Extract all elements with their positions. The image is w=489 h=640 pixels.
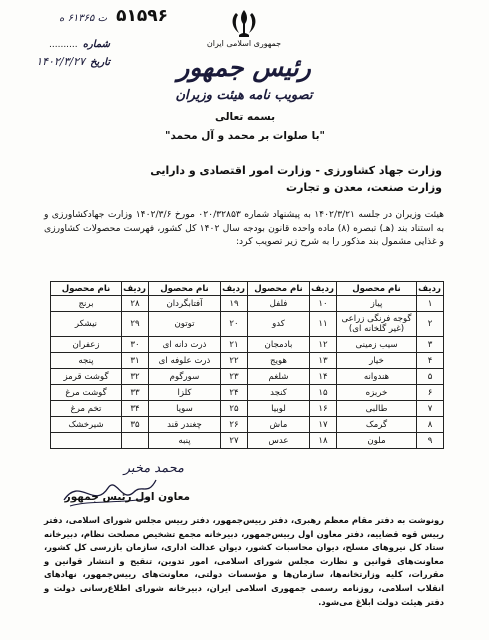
top-left-reference: [8, 6, 168, 26]
row-number-cell: ۲۷: [221, 433, 248, 449]
row-number-cell: ۲۲: [221, 353, 248, 369]
product-name-cell: گوشت مرغ: [51, 385, 122, 401]
product-name-cell: توتون: [149, 312, 221, 337]
row-number-cell: ۱۸: [310, 433, 337, 449]
top-left-number: ۵۱۵۹۶: [116, 6, 168, 26]
row-number-cell: ۹: [417, 433, 444, 449]
row-number-cell: ۵: [417, 369, 444, 385]
row-number-cell: ۶: [417, 385, 444, 401]
column-header: نام محصول: [337, 282, 417, 296]
cabinet-line: تصویب نامه هیئت وزیران: [175, 88, 313, 103]
product-name-cell: گوشت قرمز: [51, 369, 122, 385]
product-name-cell: کدو: [248, 312, 310, 337]
table-row: [51, 385, 444, 401]
table-row: [51, 401, 444, 417]
row-number-cell: ۲۰: [221, 312, 248, 337]
column-header: نام محصول: [51, 282, 122, 296]
product-name-cell: گرمک: [337, 417, 417, 433]
row-number-cell: ۲۶: [221, 417, 248, 433]
basmala: بسمه تعالی: [214, 111, 276, 123]
distribution-paragraph: رونوشت به دفتر مقام معظم رهبری، دفتر رییس‌جمهور، دفتر رییس مجلس شورای اسلامی، دفتر رییس قوه قضاییه، دفتر معاون اول رییس‌جمهور، دبیرخانه مجمع تشخیص مصلحت نظام، دبیرخانه ستاد کل نیروهای مسلح، دیوان محاسبات کشور، دیوان عدالت اداری، سازمان بازرسی کل کشور، معاونت‌های قوانین و نظارت مجلس شورای اسلامی، امور تدوین، تنقیح و انتشار قوانین و مقررات، کلیه وزارتخانه‌ها، سازمان‌ها و مؤسسات دولتی، معاونت‌های رییس‌جمهور، نهادهای انقلاب اسلامی، روزنامه رسمی جمهوری اسلامی ایران، دبیرخانه شورای اطلاع‌رسانی دولت و دفتر هیئت دولت ابلاغ می‌شود.: [44, 515, 444, 607]
column-header: نام محصول: [149, 282, 221, 296]
product-name-cell: شیرخشک: [51, 417, 122, 433]
table-row: [51, 312, 444, 337]
product-name-cell: برنج: [51, 296, 122, 312]
product-name-cell: تخم مرغ: [51, 401, 122, 417]
row-number-cell: ۳۲: [122, 369, 149, 385]
product-name-cell: سیب زمینی: [337, 337, 417, 353]
row-number-cell: ۳۳: [122, 385, 149, 401]
signature-name: محمد مخبر: [123, 461, 184, 476]
product-name-cell: آفتابگردان: [149, 296, 221, 312]
row-number-cell: ۳۱: [122, 353, 149, 369]
president-title: رئیس جمهور: [177, 53, 311, 82]
product-name-cell: خیار: [337, 353, 417, 369]
product-name-cell: سورگوم: [149, 369, 221, 385]
product-name-cell: ذرت علوفه ای: [149, 353, 221, 369]
row-number-cell: ۲۹: [122, 312, 149, 337]
table-row: [51, 337, 444, 353]
row-number-cell: ۷: [417, 401, 444, 417]
recipients-line-2: وزارت صنعت، معدن و تجارت: [286, 181, 442, 194]
column-header: نام محصول: [248, 282, 310, 296]
row-number-cell: ۱۱: [310, 312, 337, 337]
product-name-cell: عدس: [248, 433, 310, 449]
row-number-cell: ۳: [417, 337, 444, 353]
product-name-cell: زعفران: [51, 337, 122, 353]
row-number-cell: ۱۳: [310, 353, 337, 369]
date-label: تاریخ: [90, 57, 110, 68]
row-number-cell: ۲: [417, 312, 444, 337]
product-name-cell: پنجه: [51, 353, 122, 369]
product-name-cell: هویج: [248, 353, 310, 369]
row-number-cell: ۲۴: [221, 385, 248, 401]
product-name-cell: ملون: [337, 433, 417, 449]
iran-emblem-icon: [227, 8, 261, 38]
row-number-cell: ۲۵: [221, 401, 248, 417]
row-number-cell: [122, 433, 149, 449]
product-name-cell: ذرت دانه ای: [149, 337, 221, 353]
product-name-cell: کنجد: [248, 385, 310, 401]
row-number-cell: ۱۹: [221, 296, 248, 312]
row-number-cell: ۱۵: [310, 385, 337, 401]
signature-title: معاون اول رئیس جمهور: [64, 491, 190, 503]
row-number-cell: ۲۱: [221, 337, 248, 353]
product-name-cell: [51, 433, 122, 449]
product-name-cell: فلفل: [248, 296, 310, 312]
date-value: ۱۴۰۲/۳/۲۷: [36, 55, 85, 68]
product-name-cell: نیشکر: [51, 312, 122, 337]
product-name-cell: کلزا: [149, 385, 221, 401]
row-number-cell: ۴: [417, 353, 444, 369]
product-name-cell: بادمجان: [248, 337, 310, 353]
product-name-cell: خربزه: [337, 385, 417, 401]
number-label: شماره: [82, 39, 110, 50]
number-date-block: شماره .......... تاریخ ۱۴۰۲/۳/۲۷: [36, 39, 110, 68]
table-row: [51, 296, 444, 312]
intro-paragraph: هیئت وزیران در جلسه ۱۴۰۲/۳/۲۱ به پیشنهاد شماره ۰۲۰/۳۲۸۵۳ مورخ ۱۴۰۲/۳/۶ وزارت جهادکشاورزی و به استناد بند (هـ) تبصره (۸) ماده واحده قانون بودجه سال ۱۴۰۲ کل کشور، فهرست محصولات کشاورزی و غذایی مشمول بند مذکور را به شرح زیر تصویب کرد:: [44, 209, 445, 247]
table-header-row: [51, 282, 444, 296]
row-number-cell: ۱۴: [310, 369, 337, 385]
republic-line: جمهوری اسلامی ایران: [206, 39, 282, 48]
product-name-cell: چغندر قند: [149, 417, 221, 433]
salawat: "با صلوات بر محمد و آل محمد": [165, 130, 325, 142]
column-header: ردیف: [310, 282, 337, 296]
row-number-cell: ۳۵: [122, 417, 149, 433]
row-number-cell: ۸: [417, 417, 444, 433]
product-name-cell: پنبه: [149, 433, 221, 449]
row-number-cell: ۱: [417, 296, 444, 312]
column-header: ردیف: [417, 282, 444, 296]
row-number-cell: ۲۳: [221, 369, 248, 385]
table-body: [51, 296, 444, 449]
column-header: ردیف: [122, 282, 149, 296]
product-name-cell: ماش: [248, 417, 310, 433]
product-name-cell: پیاز: [337, 296, 417, 312]
product-name-cell: طالبی: [337, 401, 417, 417]
row-number-cell: ۳۴: [122, 401, 149, 417]
row-number-cell: ۲۸: [122, 296, 149, 312]
row-number-cell: ۱۲: [310, 337, 337, 353]
table-row: [51, 433, 444, 449]
product-name-cell: لوبیا: [248, 401, 310, 417]
table-row: [51, 369, 444, 385]
product-name-cell: هندوانه: [337, 369, 417, 385]
top-left-handwritten: ت ۶۱۳۶۵ ه: [59, 13, 108, 24]
row-number-cell: ۳۰: [122, 337, 149, 353]
emblem: [227, 8, 261, 38]
column-header: ردیف: [221, 282, 248, 296]
table-row: [51, 417, 444, 433]
table-row: [51, 353, 444, 369]
product-name-cell: شلغم: [248, 369, 310, 385]
recipients-line-1: وزارت جهاد کشاورزی - وزارت امور اقتصادی و دارایی: [150, 164, 442, 177]
row-number-cell: ۱۰: [310, 296, 337, 312]
product-name-cell: سویا: [149, 401, 221, 417]
product-table: [50, 281, 444, 449]
row-number-cell: ۱۶: [310, 401, 337, 417]
product-name-cell: گوجه فرنگی زراعی (غیر گلخانه ای): [337, 312, 417, 337]
row-number-cell: ۱۷: [310, 417, 337, 433]
